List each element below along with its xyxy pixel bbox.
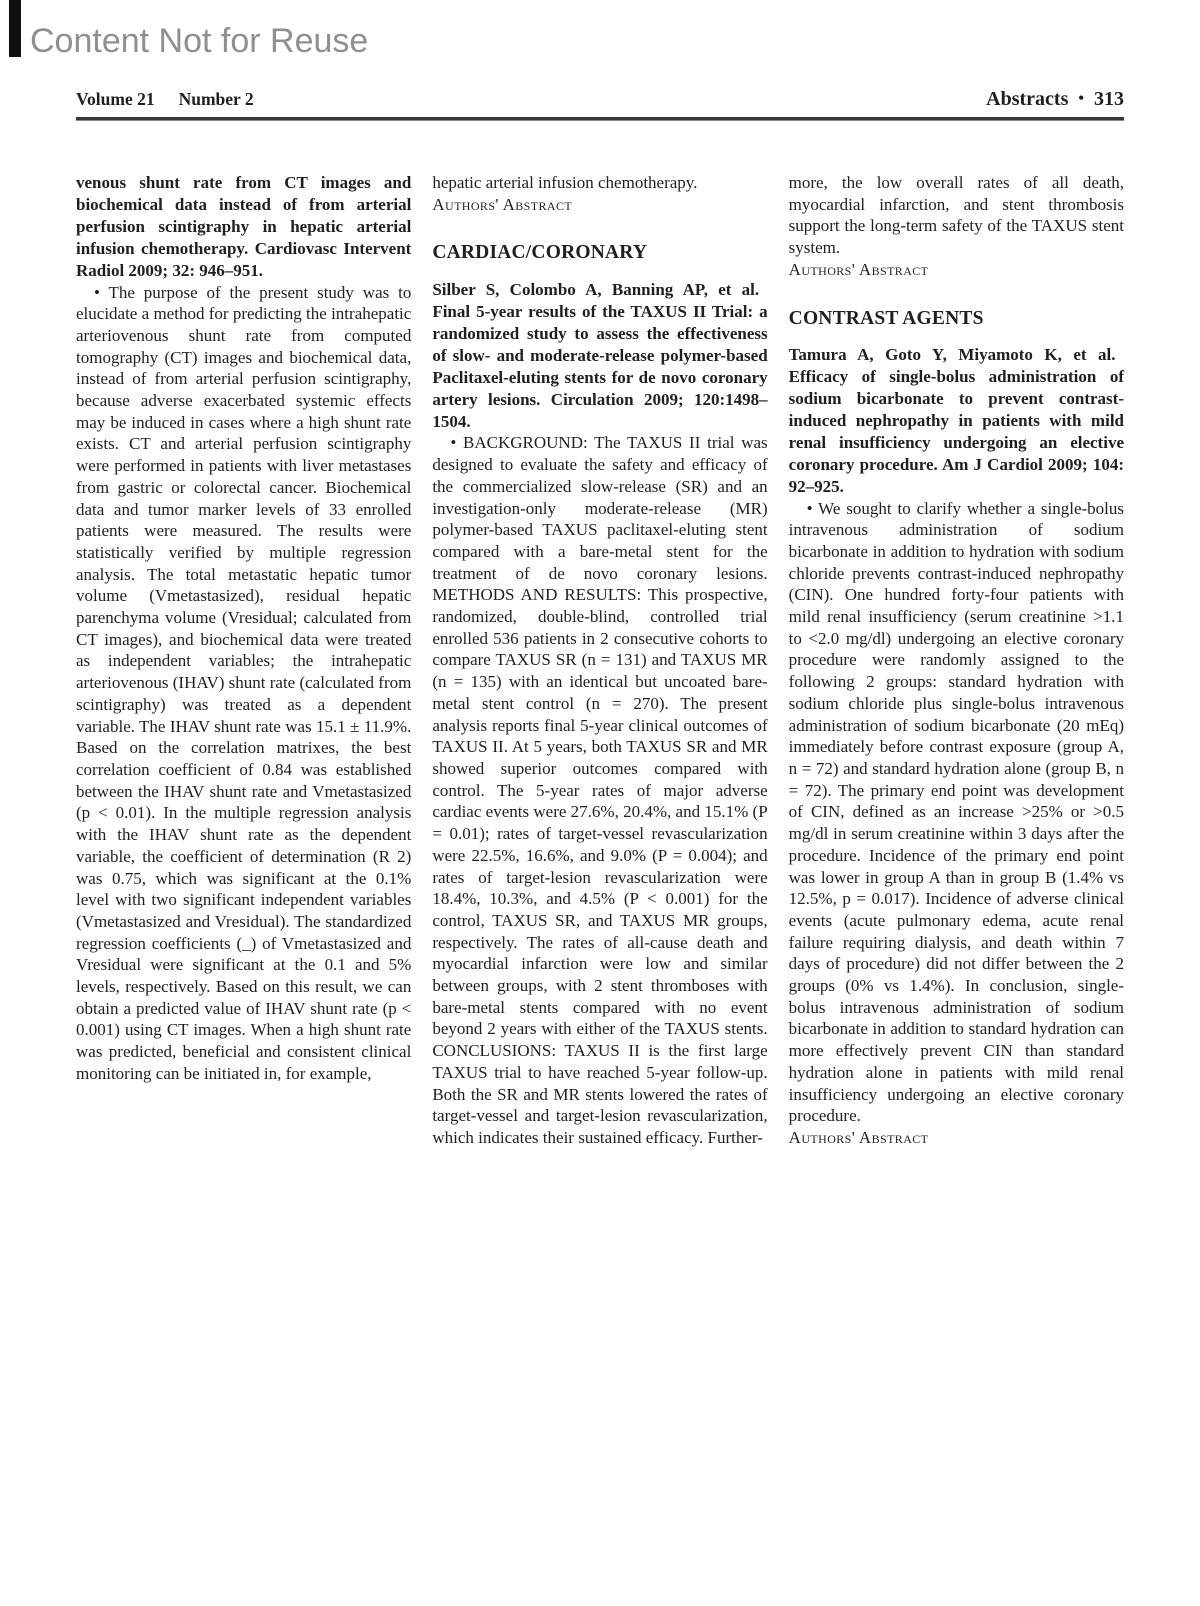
column-3 — [789, 172, 1124, 1149]
column-1 — [76, 172, 411, 1149]
header-rule — [76, 117, 1124, 121]
column-2 — [432, 172, 767, 1149]
abstracts-label: Abstracts — [986, 88, 1069, 110]
citation-sodium-bicarbonate: Tamura A, Goto Y, Miyamoto K, et al. Efficacy of single-bolus administration of sodium bicarbonate to prevent contrast-induced nephropathy in patients with mild renal insufficiency undergoing an elective coronary procedure. Am J Cardiol 2009; 104: 92–925. — [788, 345, 1124, 496]
volume-label: Volume 21 — [76, 89, 155, 109]
separator-dot: • — [1078, 90, 1084, 107]
authors-abstract-label-3: Authors' Abstract — [788, 1127, 929, 1147]
citation-ct-shunt: venous shunt rate from CT images and biochemical data instead of from arterial perfusion scintigraphy in hepatic arterial infusion chemotherapy. Cardiovasc Intervent Radiol 2009; 32: 946–951. — [76, 173, 412, 280]
section-heading-cardiac-coronary: CARDIAC/CORONARY — [432, 242, 648, 264]
abstract-continuation-2: more, the low overall rates of all death, myocardial infarction, and stent thrombosis support the long-term safety of the TAXUS stent system. — [788, 173, 1124, 258]
section-page — [986, 88, 1124, 111]
abstract-ct-shunt: • The purpose of the present study was to elucidate a method for predicting the intrahepatic arteriovenous shunt rate from computed tomography (CT) images and biochemical data, instead of from arterial perfusion scintigraphy, because adverse exacerbated systemic effects may be induced in cases where a high shunt rate exists. CT and arterial perfusion scintigraphy were performed in patients with liver metastases from gastric or colorectal cancer. Biochemical data and tumor marker levels of 33 enrolled patients were measured. The results were statistically verified by multiple regression analysis. The total metastatic hepatic tumor volume (Vmetastasized), residual hepatic parenchyma volume (Vresidual; calculated from CT images), and biochemical data were treated as independent variables; the intrahepatic arteriovenous (IHAV) shunt rate (calculated from scintigraphy) was treated as a dependent variable. The IHAV shunt rate was 15.1 ± 11.9%. Based on the correlation matrixes, the best correlation coefficient of 0.84 was established between the IHAV shunt rate and Vmetastasized (p < 0.01). In the multiple regression analysis with the IHAV shunt rate as the dependent variable, the coefficient of determination (R 2) was 0.75, which was significant at the 0.1% level with two significant independent variables (Vmetastasized and Vresidual). The standardized regression coefficients (_) of Vmetastasized and Vresidual were significant at the 0.1 and 5% levels, respectively. Based on this result, we can obtain a predicted value of IHAV shunt rate (p < 0.001) using CT images. When a high shunt rate was predicted, beneficial and consistent clinical monitoring can be initiated in, for example, — [76, 282, 412, 1083]
watermark-text: Content Not for Reuse — [30, 22, 369, 60]
binding-mark — [9, 0, 21, 57]
section-heading-contrast-agents: CONTRAST AGENTS — [788, 307, 984, 329]
abstract-continuation: hepatic arterial infusion chemotherapy. — [432, 173, 698, 192]
authors-abstract-label: Authors' Abstract — [432, 194, 573, 214]
abstract-sodium-bicarbonate: • We sought to clarify whether a single-bolus intravenous administration of sodium bicarbonate in addition to hydration with sodium chloride prevents contrast-induced nephropathy (CIN). One hundred forty-four patients with mild renal insufficiency (serum creatinine >1.1 to <2.0 mg/dl) undergoing an elective coronary procedure were randomly assigned to the following 2 groups: standard hydration with sodium chloride plus single-bolus intravenous administration of sodium bicarbonate (20 mEq) immediately before contrast exposure (group A, n = 72) and standard hydration alone (group B, n = 72). The primary end point was development of CIN, defined as an increase >25% or >0.5 mg/dl in serum creatinine within 3 days after the procedure. Incidence of the primary end point was lower in group A than in group B (1.4% vs 12.5%, p = 0.017). Incidence of adverse clinical events (acute pulmonary edema, acute renal failure requiring dialysis, and death within 7 days of procedure) did not differ between the 2 groups (0% vs 1.4%). In conclusion, single-bolus intravenous administration of sodium bicarbonate in addition to standard hydration can more effectively prevent CIN than standard hydration alone in patients with mild renal insufficiency undergoing an elective coronary procedure. — [788, 498, 1124, 1126]
text-columns — [76, 172, 1124, 1149]
authors-abstract-label-2: Authors' Abstract — [788, 259, 929, 279]
running-header — [76, 88, 1124, 111]
abstract-taxus-ii: • BACKGROUND: The TAXUS II trial was designed to evaluate the safety and efficacy of the commercialized slow-release (SR) and an investigation-only moderate-release (MR) polymer-based TAXUS paclitaxel-eluting stent compared with a bare-metal stent for the treatment of de novo coronary lesions. METHODS AND RESULTS: This prospective, randomized, double-blind, controlled trial enrolled 536 patients in 2 consecutive cohorts to compare TAXUS SR (n = 131) and TAXUS MR (n = 135) with an identical but uncoated bare-metal stent control (n = 270). The present analysis reports final 5-year clinical outcomes of TAXUS II. At 5 years, both TAXUS SR and MR showed superior outcomes compared with control. The 5-year rates of major adverse cardiac events were 27.6%, 20.4%, and 15.1% (P = 0.01); rates of target-vessel revascularization were 22.5%, 16.6%, and 9.0% (P = 0.004); and rates of target-lesion revascularization were 18.4%, 10.3%, and 4.5% (P < 0.001) for the control, TAXUS SR, and TAXUS MR groups, respectively. The rates of all-cause death and myocardial infarction were low and similar between groups, with 2 stent thromboses with bare-metal stents compared with no event beyond 2 years with either of the TAXUS stents. CONCLUSIONS: TAXUS II is the first large TAXUS trial to have reached 5-year follow-up. Both the SR and MR stents lowered the rates of target-vessel and target-lesion revascularization, which indicates their sustained efficacy. Further- — [432, 433, 768, 1147]
volume-issue — [76, 89, 254, 110]
page-number: 313 — [1094, 88, 1124, 110]
citation-taxus-ii: Silber S, Colombo A, Banning AP, et al. Final 5-year results of the TAXUS II Trial: a randomized study to assess the effectiveness of slow- and moderate-release polymer-based Paclitaxel-eluting stents for de novo coronary artery lesions. Circulation 2009; 120:1498–1504. — [432, 280, 768, 431]
number-label: Number 2 — [178, 89, 254, 109]
